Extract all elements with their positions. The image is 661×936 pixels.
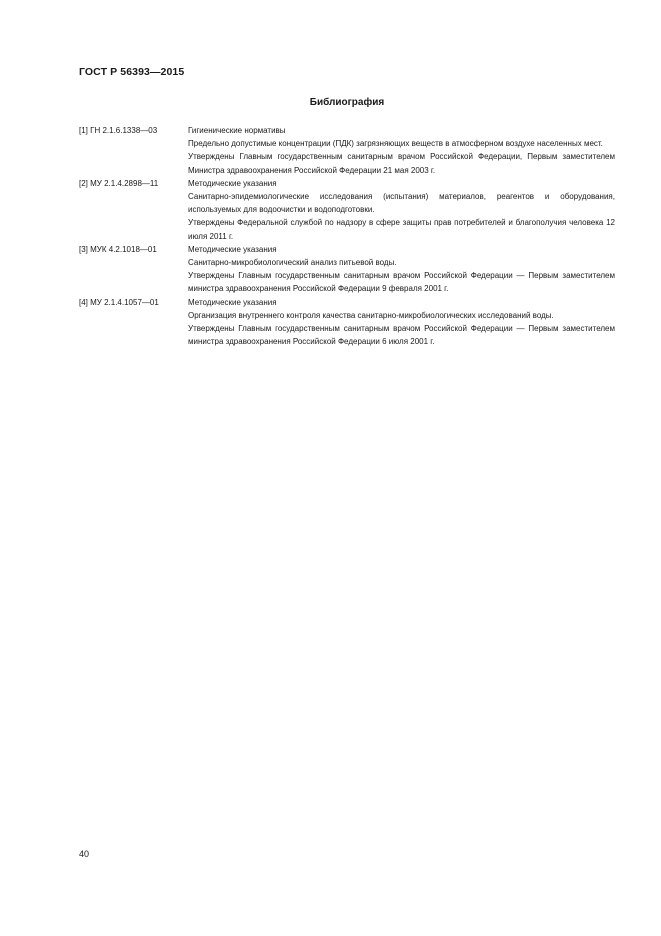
entry-body [188,124,615,177]
entry-body [188,243,615,296]
page-number: 40 [79,849,90,859]
document-header-standard: ГОСТ Р 56393—2015 [79,66,185,78]
entry-reference-code: [3] МУК 4.2.1018—01 [79,244,157,254]
entry-document-title: Санитарно-эпидемиологические исследования (испытания) материалов, реагентов и оборудования, используемых для водоочистки и водоподготовки. [188,192,615,215]
bibliography-entry-2 [79,177,615,243]
entry-document-type: Методические указания [188,244,277,254]
entry-document-title: Предельно допустимые концентрации (ПДК) загрязняющих веществ в атмосферном воздухе населенных мест. [188,139,603,149]
bibliography-entry-1 [79,124,615,177]
entry-reference-code: [1] ГН 2.1.6.1338—03 [79,126,158,135]
entry-reference-code: [2] МУ 2.1.4.2898—11 [79,178,159,188]
bibliography-entry-3 [79,243,615,296]
entry-approval-note: Утверждены Главным государственным санитарным врачом Российской Федерации — Первым заместителем министра здравоохранения Российской Федерации 6 июля 2001 г. [188,324,615,347]
entry-approval-note: Утверждены Федеральной службой по надзору в сфере защиты прав потребителей и благополучия человека 12 июля 2011 г. [188,218,615,241]
entry-document-type: Методические указания [188,178,277,188]
entry-body [188,177,615,243]
entry-document-title: Санитарно-микробиологический анализ питьевой воды. [188,258,397,268]
entry-document-type: Методические указания [188,297,277,307]
entry-approval-note: Утверждены Главным государственным санитарным врачом Российской Федерации — Первым заместителем министра здравоохранения Российской Федерации 9 февраля 2001 г. [188,271,615,294]
section-title: Библиография [309,97,385,108]
entry-document-type: Гигиенические нормативы [188,126,286,135]
bibliography-list [79,124,615,348]
entry-document-title: Организация внутреннего контроля качества санитарно-микробиологических исследований воды. [188,310,554,320]
entry-approval-note: Утверждены Главным государственным санитарным врачом Российской Федерации, Первым заместителем Министра здравоохранения Российской Федерации 21 мая 2003 г. [188,152,615,175]
entry-reference-code: [4] МУ 2.1.4.1057—01 [79,297,159,307]
bibliography-entry-4 [79,296,615,349]
entry-body [188,296,615,349]
